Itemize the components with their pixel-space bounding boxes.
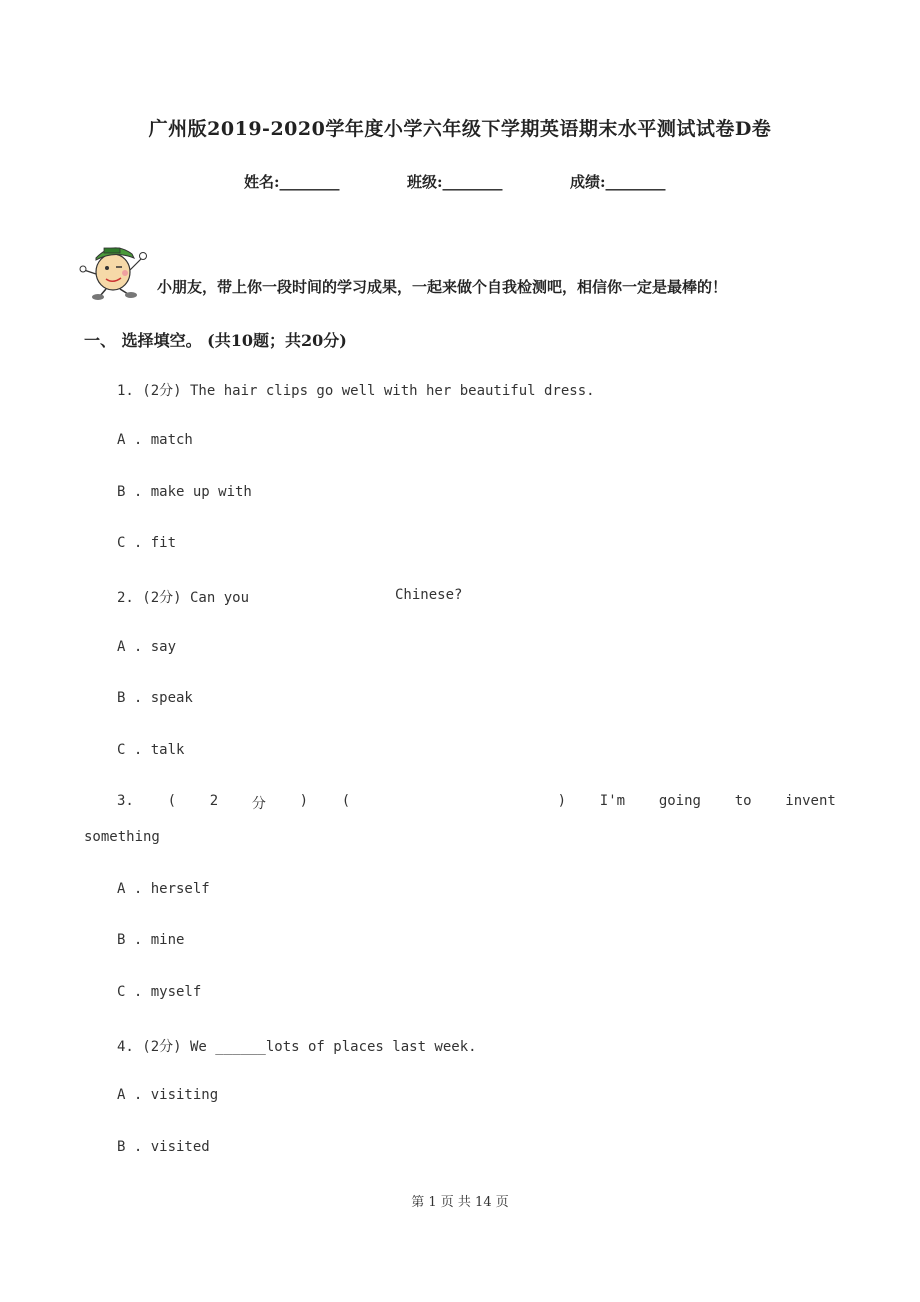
question-2-option-c: C . talk	[117, 742, 185, 758]
question-2-option-a: A . say	[117, 639, 177, 655]
score-field: 成绩:________	[570, 173, 666, 191]
question-3-word-2: going	[658, 793, 701, 809]
question-3-stem	[117, 793, 836, 813]
class-field: 班级:________	[407, 173, 503, 191]
page-footer: 第 1 页 共 14 页	[411, 1195, 509, 1210]
question-3-points: 2	[209, 793, 219, 809]
question-3-continuation: something	[84, 829, 160, 845]
question-1-option-c: C . fit	[117, 535, 177, 551]
question-3-paren-close: )	[299, 793, 309, 809]
question-3-points-unit: 分	[251, 796, 266, 812]
section-heading: 一、 选择填空。 (共10题；共20分)	[84, 331, 347, 350]
question-2-stem-end: Chinese?	[395, 587, 463, 603]
question-4-option-b: B . visited	[117, 1139, 210, 1155]
question-3-blank-close: )	[557, 793, 567, 809]
question-3-option-b: B . mine	[117, 932, 185, 948]
document-title: 广州版2019-2020学年度小学六年级下学期英语期末水平测试试卷D卷	[148, 118, 772, 140]
question-3-word-1: I'm	[599, 793, 626, 809]
question-3-option-c: C . myself	[117, 984, 202, 1000]
question-3-word-4: invent	[785, 793, 836, 809]
question-2-stem: 2. (2分) Can you	[117, 590, 250, 606]
question-3-number: 3.	[117, 793, 134, 809]
name-field: 姓名:________	[244, 173, 340, 191]
question-3-paren-open: (	[167, 793, 177, 809]
question-4: 4. (2分) We ______lots of places last week.	[117, 1039, 477, 1055]
question-3-blank-space	[384, 793, 524, 813]
question-3-blank-open: (	[341, 793, 351, 809]
question-1-option-b: B . make up with	[117, 484, 252, 500]
question-2-option-b: B . speak	[117, 690, 193, 706]
cartoon-boy-mascot-icon	[76, 236, 150, 302]
question-1-option-a: A . match	[117, 432, 193, 448]
intro-text: 小朋友，带上你一段时间的学习成果，一起来做个自我检测吧，相信你一定是最棒的！	[157, 278, 728, 296]
question-4-option-a: A . visiting	[117, 1087, 219, 1103]
question-3-option-a: A . herself	[117, 881, 210, 897]
question-1: 1. (2分) The hair clips go well with her beautiful dress.	[117, 383, 595, 399]
question-3-word-3: to	[734, 793, 752, 809]
